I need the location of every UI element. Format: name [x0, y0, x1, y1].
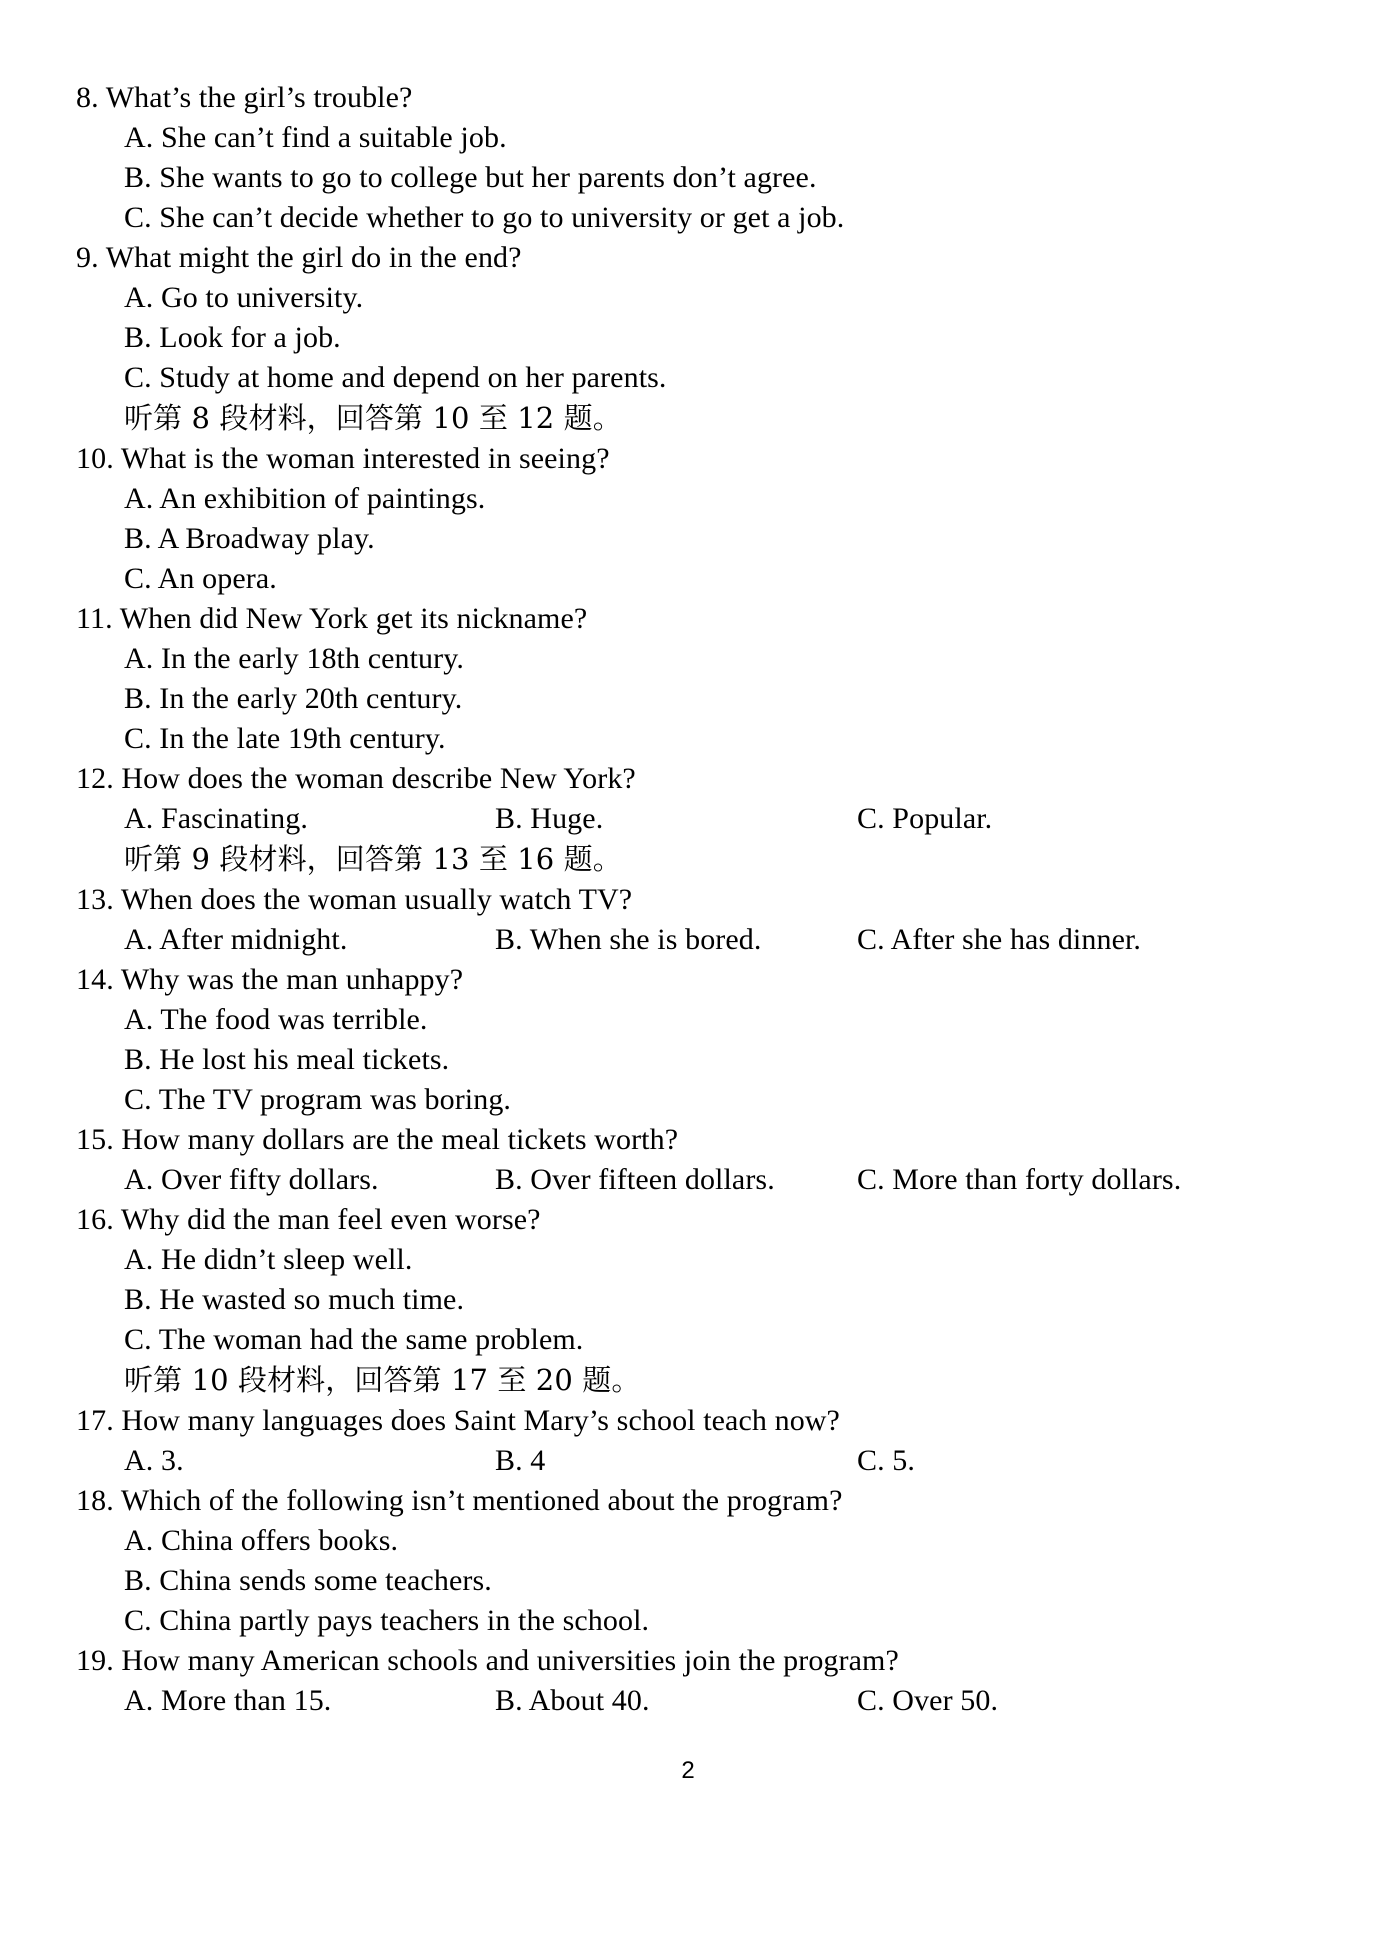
option-16c: C. The woman had the same problem.	[124, 1323, 584, 1356]
question-11: 11. When did New York get its nickname?	[76, 602, 588, 635]
section-instruction-9: 听第 9 段材料，回答第 13 至 16 题。	[124, 842, 622, 876]
option-14b: B. He lost his meal tickets.	[124, 1043, 450, 1076]
option-11c: C. In the late 19th century.	[124, 722, 446, 755]
option-10c: C. An opera.	[124, 562, 277, 595]
option-10b: B. A Broadway play.	[124, 522, 375, 555]
option-18b: B. China sends some teachers.	[124, 1564, 492, 1597]
question-17: 17. How many languages does Saint Mary’s school teach now?	[76, 1404, 840, 1437]
question-8: 8. What’s the girl’s trouble?	[76, 81, 413, 114]
question-12: 12. How does the woman describe New York?	[76, 762, 636, 795]
option-8b: B. She wants to go to college but her parents don’t agree.	[124, 161, 817, 194]
option-14c: C. The TV program was boring.	[124, 1083, 512, 1116]
option-18a: A. China offers books.	[124, 1524, 399, 1557]
option-9c: C. Study at home and depend on her parents.	[124, 361, 667, 394]
option-19b: B. About 40.	[495, 1684, 650, 1717]
option-12b: B. Huge.	[495, 802, 604, 835]
option-15b: B. Over fifteen dollars.	[495, 1163, 775, 1196]
option-13b: B. When she is bored.	[495, 923, 762, 956]
option-12c: C. Popular.	[857, 802, 993, 835]
question-10: 10. What is the woman interested in seeing?	[76, 442, 610, 475]
option-12a: A. Fascinating.	[124, 802, 308, 835]
option-8a: A. She can’t find a suitable job.	[124, 121, 507, 154]
page-number: 2	[681, 1757, 695, 1784]
option-8c: C. She can’t decide whether to go to university or get a job.	[124, 201, 845, 234]
question-9: 9. What might the girl do in the end?	[76, 241, 522, 274]
option-9a: A. Go to university.	[124, 281, 364, 314]
section-instruction-8: 听第 8 段材料，回答第 10 至 12 题。	[124, 401, 622, 435]
question-16: 16. Why did the man feel even worse?	[76, 1203, 541, 1236]
option-19c: C. Over 50.	[857, 1684, 999, 1717]
option-16b: B. He wasted so much time.	[124, 1283, 465, 1316]
question-15: 15. How many dollars are the meal tickets worth?	[76, 1123, 679, 1156]
option-9b: B. Look for a job.	[124, 321, 341, 354]
question-19: 19. How many American schools and universities join the program?	[76, 1644, 899, 1677]
option-17c: C. 5.	[857, 1444, 916, 1477]
question-18: 18. Which of the following isn’t mentioned about the program?	[76, 1484, 843, 1517]
option-19a: A. More than 15.	[124, 1684, 332, 1717]
option-13c: C. After she has dinner.	[857, 923, 1142, 956]
option-14a: A. The food was terrible.	[124, 1003, 428, 1036]
option-15a: A. Over fifty dollars.	[124, 1163, 379, 1196]
option-15c: C. More than forty dollars.	[857, 1163, 1182, 1196]
option-16a: A. He didn’t sleep well.	[124, 1243, 413, 1276]
option-10a: A. An exhibition of paintings.	[124, 482, 486, 515]
option-17b: B. 4	[495, 1444, 546, 1477]
option-13a: A. After midnight.	[124, 923, 348, 956]
question-14: 14. Why was the man unhappy?	[76, 963, 464, 996]
option-11b: B. In the early 20th century.	[124, 682, 463, 715]
option-11a: A. In the early 18th century.	[124, 642, 465, 675]
section-instruction-10: 听第 10 段材料，回答第 17 至 20 题。	[124, 1363, 641, 1397]
option-18c: C. China partly pays teachers in the school.	[124, 1604, 650, 1637]
option-17a: A. 3.	[124, 1444, 184, 1477]
question-13: 13. When does the woman usually watch TV?	[76, 883, 633, 916]
